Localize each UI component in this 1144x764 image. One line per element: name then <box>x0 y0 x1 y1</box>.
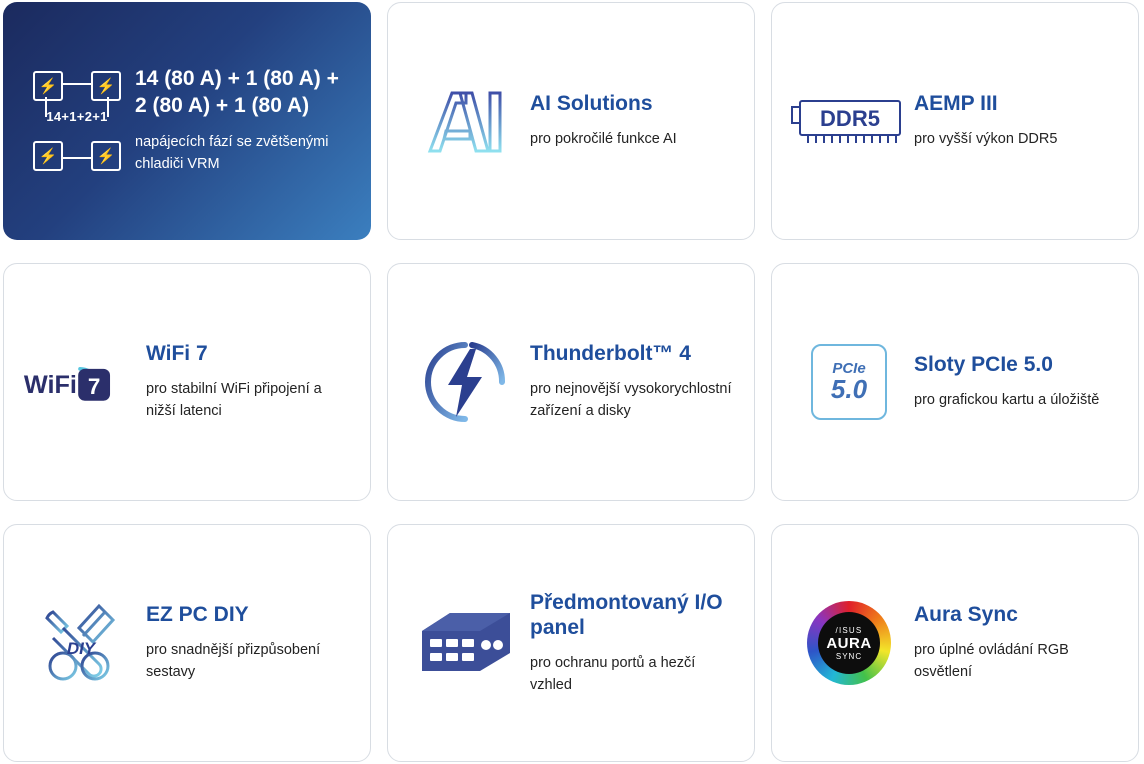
svg-text:7: 7 <box>87 374 101 400</box>
feature-card-wifi-7 <box>3 263 371 501</box>
diy-icon-label: DIY <box>66 639 96 658</box>
pcie-icon-label-bottom: 5.0 <box>830 373 868 404</box>
ai-icon <box>406 85 524 157</box>
feature-title: 14 (80 A) + 1 (80 A) + 2 (80 A) + 1 (80 A) <box>135 67 339 118</box>
feature-description: pro vyšší výkon DDR5 <box>914 130 1058 147</box>
feature-card-ez-pc-diy <box>3 524 371 762</box>
aura-icon-label-bottom: SYNC <box>835 651 863 661</box>
feature-title: Sloty PCIe 5.0 <box>914 353 1053 377</box>
feature-description: pro pokročilé funkce AI <box>530 130 677 147</box>
feature-title: Předmontovaný I/O panel <box>530 590 723 640</box>
feature-description: pro snadnější přizpůsobení sestavy <box>146 642 321 680</box>
thunderbolt-icon <box>406 339 524 425</box>
feature-card-aura-sync <box>771 524 1139 762</box>
feature-title: Thunderbolt™ 4 <box>530 342 691 366</box>
feature-description: pro úplné ovládání RGB osvětlení <box>914 642 1069 680</box>
feature-card-vrm-power-stages <box>3 2 371 240</box>
feature-card-thunderbolt-4 <box>387 263 755 501</box>
feature-card-ai-solutions <box>387 2 755 240</box>
feature-title: AEMP III <box>914 92 998 116</box>
aura-icon-label-top: AURA <box>826 634 872 652</box>
vrm-phases-icon-label: 14+1+2+1 <box>46 109 108 124</box>
vrm-phases-icon: ⚡ ⚡ ⚡ ⚡ 14+1+2+1 <box>21 69 133 173</box>
feature-description: pro nejnovější vysokorychlostní zařízení a disky <box>530 381 732 419</box>
feature-text <box>140 602 352 683</box>
feature-title: EZ PC DIY <box>146 603 249 627</box>
aura-sync-icon <box>790 601 908 685</box>
feature-description: napájecích fází se zvětšenými chladiči VRM <box>135 134 329 172</box>
feature-description: pro grafickou kartu a úložiště <box>914 391 1100 408</box>
pcie-icon-label-top: PCIe <box>832 359 866 377</box>
feature-text <box>133 66 353 175</box>
io-panel-icon <box>406 605 524 681</box>
feature-title: Aura Sync <box>914 603 1018 627</box>
feature-text <box>908 352 1120 411</box>
feature-title: AI Solutions <box>530 92 653 116</box>
feature-text <box>140 341 352 422</box>
wifi-icon <box>22 354 140 410</box>
feature-text <box>524 590 736 697</box>
feature-card-aemp-iii <box>771 2 1139 240</box>
ddr5-icon-label: DDR5 <box>820 106 880 131</box>
svg-text:WiFi: WiFi <box>23 371 77 400</box>
feature-card-pcie-5-slots <box>771 263 1139 501</box>
feature-card-pre-mounted-io-panel <box>387 524 755 762</box>
aura-brand-label: /ISUS <box>835 625 863 635</box>
feature-text <box>524 91 736 150</box>
feature-text <box>524 341 736 422</box>
feature-text <box>908 91 1120 150</box>
ddr5-memory-icon <box>790 91 908 151</box>
feature-description: pro stabilní WiFi připojení a nižší latenci <box>146 381 322 419</box>
diy-tools-icon <box>22 600 140 686</box>
feature-text <box>908 602 1120 683</box>
feature-description: pro ochranu portů a hezčí vzhled <box>530 654 696 693</box>
pcie-icon <box>790 344 908 420</box>
feature-title: WiFi 7 <box>146 342 208 366</box>
